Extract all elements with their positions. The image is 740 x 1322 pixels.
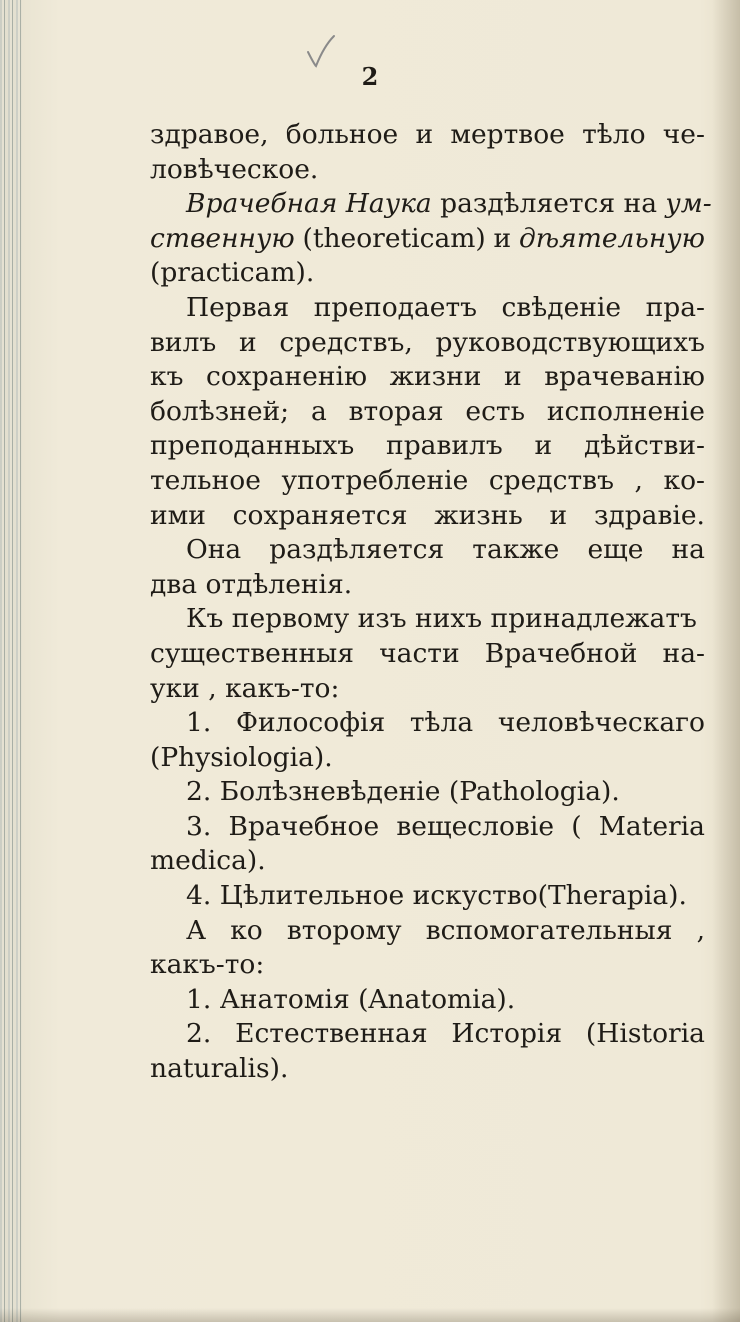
word: дѣйстви- [583,430,705,462]
text-line [150,983,705,1018]
text-line [150,360,705,395]
word: жизнь [434,499,523,531]
word: пра- [645,291,705,323]
page-edge-shadow [712,0,740,1322]
word: (Physiologia). [150,741,333,773]
word: средствъ, [279,326,413,358]
word: Materia [598,810,705,842]
word: жизни [389,361,482,393]
word: раздѣляется [269,534,445,566]
word: Врачебная Наука [186,188,432,220]
word: ловѣческое. [150,153,319,185]
word: и [415,119,434,150]
word: исполненіе [546,395,705,427]
word: употребленіе [281,464,469,496]
word: тѣла [409,707,474,739]
word: мертвое [450,119,565,150]
word: naturalis). [150,1053,289,1085]
word: сохраненію [205,361,368,393]
text-line [150,118,705,153]
word: ум- [665,188,712,220]
word: раздѣляется на [431,188,666,220]
text-line [150,326,705,361]
word: какъ-то: [150,949,265,981]
text-line [150,602,705,637]
text-line [150,256,705,291]
text-line [150,1052,705,1087]
word: (practicam). [150,257,315,289]
text-line [150,187,712,222]
word: а [310,395,327,427]
word: вилъ [150,326,217,358]
word: Она [186,534,242,566]
word: , [634,464,643,496]
word: также [472,534,560,566]
word: дѣятельную [519,222,705,254]
page-number: 2 [361,62,379,91]
text-line [150,568,705,603]
text-line [150,1017,705,1052]
text-line [150,637,705,672]
text-line [150,222,705,257]
word: и [493,222,512,254]
word: тельное [150,464,261,496]
word: врачеванію [544,361,705,393]
word: еще [587,534,644,566]
word: вещесловіе [396,810,555,842]
binding-spine [0,0,22,1322]
text-line [150,844,705,879]
word: два отдѣленія. [150,568,353,600]
text-line [150,672,705,707]
word: 4. Цѣлительное искуство(Therapia). [186,880,687,912]
word: 2. [186,1018,212,1050]
text-line [150,775,705,810]
text-line [150,879,705,914]
word: 1. Анатомія (Anatomia). [186,983,516,1015]
text-line [150,706,705,741]
word: Философія [235,707,386,739]
text-line [150,810,705,845]
text-line [150,499,705,534]
text-line [150,533,705,568]
page-bottom-shadow [0,1308,740,1322]
word: ко [230,914,263,946]
word: сохраняется [232,499,408,531]
word: преподанныхъ [150,430,355,462]
word: Врачебной [484,637,638,669]
word: Первая [186,291,290,323]
word: преподаетъ [313,291,477,323]
word: Врачебное [228,810,380,842]
word: ко- [663,464,705,496]
text-line [150,429,705,464]
word: 3. [186,810,212,842]
word: ственную [150,222,295,254]
word: Къ первому изъ нихъ принадлежатъ [186,603,697,635]
text-line [150,291,705,326]
word: 2. Болѣзневѣденіе (Pathologia). [186,776,620,808]
word: человѣческаго [497,707,705,739]
word: ( [571,810,582,842]
word: А [186,914,207,946]
word: и [238,326,257,358]
word: больное [285,119,399,150]
word: свѣденіе [501,291,622,323]
word: тѣло [582,119,646,150]
word: Естественная [235,1018,428,1050]
text-line [150,741,705,776]
word: здравіе. [593,499,705,531]
word: средствъ [488,464,614,496]
word: Исторія [451,1018,563,1050]
word: уки , какъ-то: [150,672,340,704]
text-line [150,948,705,983]
word: здравое, [150,119,269,150]
word: (theoreticam) [302,222,486,254]
word: къ [150,361,184,393]
word: вспомогательныя [425,914,673,946]
word: и [503,361,522,393]
word: есть [465,395,526,427]
word: руководствующихъ [435,326,705,358]
word: , [696,914,705,946]
text-line [150,914,705,949]
word: 1. [186,707,212,739]
word: на- [662,637,705,669]
text-line [150,464,705,499]
word: существенныя [150,637,354,669]
word: болѣзней; [150,395,290,427]
text-line [150,153,705,188]
word: medica). [150,845,266,877]
word: правилъ [386,430,503,462]
word: и [549,499,568,531]
word: части [379,637,460,669]
text-line [150,395,705,430]
word: че- [662,119,705,150]
word: вторая [348,395,444,427]
word: (Historia [585,1018,705,1050]
word: второму [286,914,402,946]
body-text [150,118,712,1087]
word: на [671,534,705,566]
word: и [534,430,553,462]
word: ими [150,499,206,531]
